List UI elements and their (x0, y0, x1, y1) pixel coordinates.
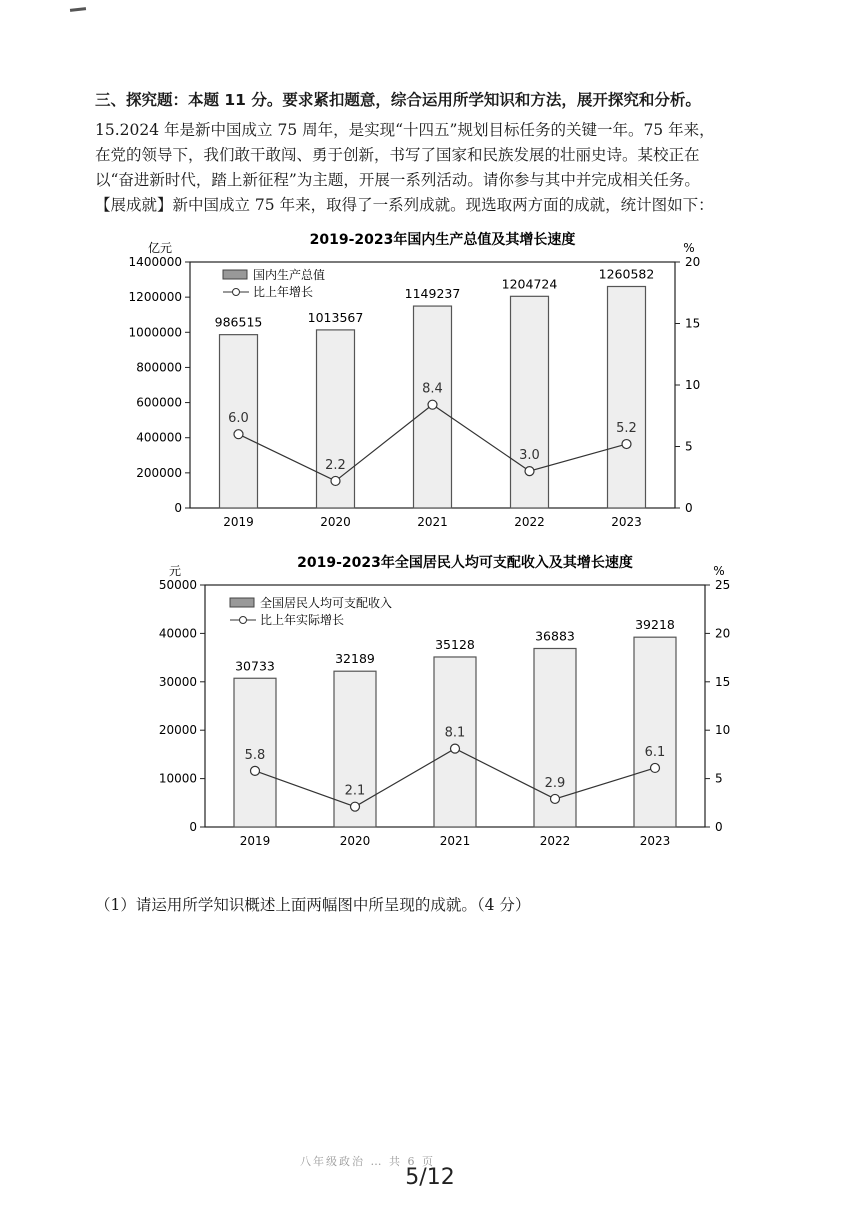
left-tick-label: 600000 (136, 395, 182, 410)
left-tick-label: 20000 (158, 723, 197, 738)
right-tick-label: 5 (715, 771, 723, 786)
growth-point (251, 766, 260, 775)
question-line-1: 15.2024 年是新中国成立 75 周年，是实现“十四五”规划目标任务的关键一年。75 年来， (95, 121, 715, 139)
x-tick-label: 2019 (239, 834, 271, 848)
left-tick-label: 0 (174, 501, 182, 515)
legend-bar-label: 国内生产总值 (253, 268, 326, 282)
legend-line-label: 比上年增长 (253, 285, 314, 299)
bar-value-label: 1149237 (404, 286, 461, 302)
right-tick-label: 5 (685, 439, 693, 454)
right-tick-label: 0 (685, 501, 693, 515)
growth-point (428, 400, 437, 409)
question-line-3: 以“奋进新时代，踏上新征程”为主题，开展一系列活动。请你参与其中并完成相关任务。 (95, 171, 700, 189)
page-number: 5/12 (405, 1165, 455, 1190)
growth-value-label: 5.8 (244, 747, 266, 763)
x-tick-label: 2020 (320, 515, 351, 529)
section-heading: 三、探究题：本题 11 分。要求紧扣题意，综合运用所学知识和方法，展开探究和分析。 (95, 91, 701, 109)
legend-bar-swatch (223, 270, 247, 279)
sub-question: （1）请运用所学知识概述上面两幅图中所呈现的成就。（4 分） (95, 896, 531, 914)
question-line-4: 【展成就】新中国成立 75 年来，取得了一系列成就。现选取两方面的成就，统计图如下： (95, 196, 714, 214)
growth-point (331, 476, 340, 485)
bar (634, 637, 676, 827)
left-tick-label: 50000 (158, 578, 197, 592)
right-tick-label: 10 (685, 378, 701, 392)
right-tick-label: 20 (715, 626, 731, 641)
right-axis-unit: % (683, 241, 695, 255)
bar-value-label: 1260582 (598, 266, 655, 282)
left-tick-label: 40000 (158, 626, 197, 641)
growth-point (651, 763, 660, 772)
footer-faint: 八年级政治 … 共 6 页 (300, 1155, 435, 1168)
left-axis-unit: 元 (168, 564, 182, 578)
x-tick-label: 2022 (539, 834, 571, 848)
growth-point (451, 744, 460, 753)
bar-value-label: 39218 (635, 617, 675, 633)
bar-value-label: 30733 (235, 658, 275, 674)
growth-value-label: 3.0 (519, 448, 540, 464)
legend-bar-label: 全国居民人均可支配收入 (260, 596, 393, 610)
left-tick-label: 10000 (158, 771, 197, 786)
chart-title: 2019-2023年国内生产总值及其增长速度 (309, 232, 576, 248)
gdp-chart (95, 220, 745, 535)
left-tick-label: 200000 (136, 465, 182, 480)
growth-point (551, 794, 560, 803)
right-axis-unit: % (713, 564, 725, 578)
growth-value-label: 5.2 (616, 421, 637, 437)
x-tick-label: 2019 (223, 515, 254, 529)
bar-value-label: 1013567 (307, 309, 364, 325)
legend-line-label: 比上年实际增长 (260, 613, 345, 627)
growth-value-label: 2.2 (325, 457, 346, 473)
growth-point (525, 467, 534, 476)
bar-value-label: 35128 (435, 636, 475, 652)
right-tick-label: 10 (715, 723, 731, 738)
growth-point (622, 440, 631, 449)
left-axis-unit: 亿元 (147, 241, 173, 255)
growth-value-label: 8.4 (422, 381, 443, 397)
bar-value-label: 32189 (335, 651, 375, 667)
x-tick-label: 2022 (514, 515, 545, 529)
income-chart (95, 545, 745, 855)
chart-title: 2019-2023年全国居民人均可支配收入及其增长速度 (297, 555, 633, 571)
legend-line-marker (233, 289, 240, 296)
left-tick-label: 0 (189, 820, 197, 834)
x-tick-label: 2021 (439, 834, 471, 848)
bar (434, 657, 476, 827)
legend-bar-swatch (230, 598, 254, 607)
x-tick-label: 2021 (417, 515, 448, 529)
x-tick-label: 2020 (339, 834, 371, 848)
question-line-2: 在党的领导下，我们敢干敢闯、勇于创新，书写了国家和民族发展的壮丽史诗。某校正在 (95, 146, 700, 164)
right-tick-label: 0 (715, 820, 723, 834)
growth-point (351, 802, 360, 811)
bar-value-label: 36883 (535, 628, 575, 644)
growth-value-label: 2.9 (544, 775, 566, 791)
left-tick-label: 1000000 (128, 325, 182, 340)
growth-value-label: 6.1 (644, 744, 666, 760)
growth-value-label: 8.1 (444, 725, 466, 741)
right-tick-label: 25 (715, 578, 731, 592)
growth-value-label: 2.1 (344, 783, 366, 799)
x-tick-label: 2023 (611, 515, 642, 529)
growth-point (234, 430, 243, 439)
left-tick-label: 30000 (158, 674, 197, 689)
bar-value-label: 986515 (214, 314, 263, 330)
bar-value-label: 1204724 (501, 276, 558, 292)
left-tick-label: 800000 (136, 360, 182, 375)
bar (511, 296, 549, 508)
bar (608, 286, 646, 508)
x-tick-label: 2023 (639, 834, 671, 848)
right-tick-label: 15 (685, 316, 701, 331)
left-tick-label: 400000 (136, 430, 182, 445)
scan-mark (70, 7, 86, 12)
legend-line-marker (240, 617, 247, 624)
right-tick-label: 20 (685, 255, 701, 269)
left-tick-label: 1200000 (128, 290, 182, 305)
left-tick-label: 1400000 (128, 255, 182, 269)
right-tick-label: 15 (715, 674, 731, 689)
growth-value-label: 6.0 (228, 411, 249, 427)
